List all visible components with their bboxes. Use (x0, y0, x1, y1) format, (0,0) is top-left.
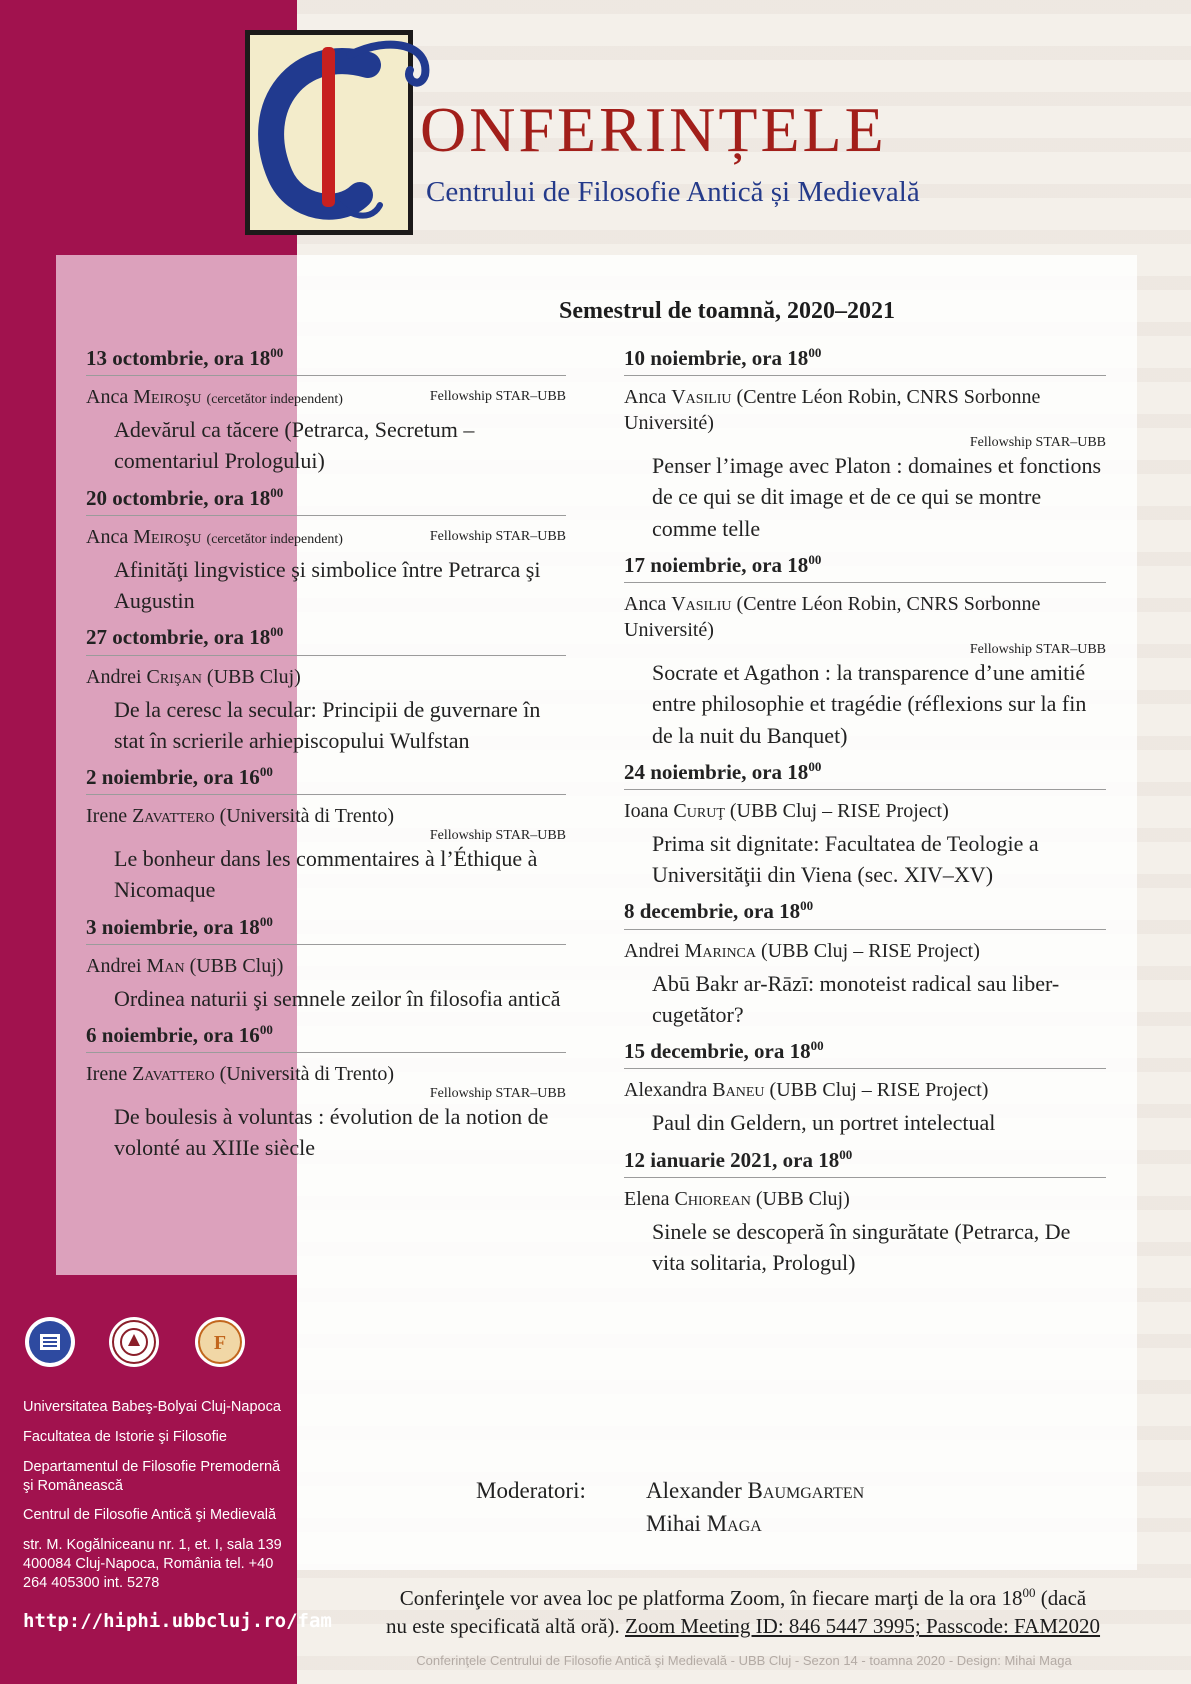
website-link[interactable]: http://hiphi.ubbcluj.ro/fam (23, 1610, 332, 1632)
event-date: 24 noiembrie, ora $18^{00}$ (624, 759, 1106, 790)
event-speaker: Ioana Curuţ (UBB Cluj – RISE Project) (624, 799, 949, 822)
event-talk-title: De boulesis à voluntas : évolution de la notion de volonté au XIIIe siècle (114, 1104, 549, 1161)
event-entry (86, 345, 566, 477)
fellowship-label: Fellowship STAR–UBB (429, 827, 566, 843)
event-talk-title: Sinele se descoperă în singurătate (Petrarca, De vita solitaria, Prologul) (652, 1218, 1071, 1275)
event-speaker: Andrei Marinca (UBB Cluj – RISE Project) (624, 939, 980, 962)
event-speaker: Elena Chiorean (UBB Cluj) (624, 1187, 850, 1210)
speaker-surname: Vasiliu (671, 386, 732, 409)
event-date: 10 noiembrie, ora $18^{00}$ (624, 345, 1106, 376)
event-talk-title: Ordinea naturii şi semnele zeilor în filosofia antică (114, 985, 561, 1011)
zoom-note-text: Conferinţele vor avea loc pe platforma Zoom, în fiecare marţi de la ora 18 (399, 1586, 1023, 1610)
event-talk-title: Adevărul ca tăcere (Petrarca, Secretum – comentariul Prologului) (114, 417, 475, 474)
event-speaker: Anca Vasiliu (Centre Léon Robin, CNRS Sorbonne Université) Fellowship STAR–UBB (624, 591, 1106, 653)
speaker-affiliation: (Università di Trento) (219, 1063, 395, 1086)
speaker-surname: Curuţ (673, 799, 725, 822)
event-entry (624, 345, 1106, 544)
event-date: 20 octombrie, ora $18^{00}$ (86, 485, 566, 516)
event-speaker: Andrei Man (UBB Cluj) (86, 954, 284, 977)
zoom-meeting-link[interactable]: Zoom Meeting ID: 846 5447 3995; Passcode: FAM2020 (625, 1614, 1101, 1639)
speaker-surname: Chiorean (674, 1187, 751, 1210)
zoom-note (313, 1584, 1173, 1641)
institution-line: Facultatea de Istorie şi Filosofie (23, 1428, 227, 1445)
event-talk-title: Prima sit dignitate: Facultatea de Teologie a Universităţii din Viena (sec. XIV–XV) (652, 830, 1039, 888)
speaker-surname: Man (146, 954, 185, 977)
speaker-surname: Marinca (684, 939, 756, 962)
moderator-surname: Maga (706, 1511, 762, 1537)
speaker-affiliation: (Università di Trento) (219, 805, 395, 828)
speaker-surname: Zavattero (132, 1063, 215, 1086)
event-date-sup: 00 (808, 345, 822, 360)
fellowship-label: Fellowship STAR–UBB (429, 528, 566, 544)
event-date-sup: 00 (808, 551, 822, 567)
event-date-sup: 00 (270, 484, 284, 500)
speaker-affiliation: (UBB Cluj – RISE Project) (761, 939, 980, 962)
institution-line: Universitatea Babeş-Bolyai Cluj-Napoca (23, 1399, 281, 1415)
event-speaker: Anca Meiroşu (cercetător independent) Fellowship STAR–UBB (86, 386, 566, 409)
event-date: 27 octombrie, ora $18^{00}$ (86, 624, 566, 655)
event-talk-title: Paul din Geldern, un portret intelectual (652, 1110, 996, 1136)
speaker-surname: Meiroşu (133, 386, 202, 409)
moderator-name: Alexander Baumgarten (646, 1478, 865, 1503)
event-date-sup: 00 (839, 1146, 853, 1162)
event-entry (624, 759, 1106, 891)
event-date: 17 noiembrie, ora $18^{00}$ (624, 552, 1106, 583)
speaker-affiliation: (Centre Léon Robin, CNRS Sorbonne Université) (624, 386, 1041, 435)
moderator-name: Mihai Maga (646, 1511, 762, 1537)
zoom-note-sup: 00 (1022, 1585, 1036, 1600)
event-date-sup: 00 (270, 624, 284, 640)
event-entry (86, 624, 566, 756)
event-date: 6 noiembrie, ora $16^{00}$ (86, 1022, 566, 1053)
event-talk-title: Socrate et Agathon : la transparence d’une amitié entre philosophie et tragédie (réflexions sur la fin de la nuit du Banquet) (652, 660, 1087, 748)
speaker-affiliation: (UBB Cluj – RISE Project) (769, 1079, 989, 1102)
event-date-sup: 00 (259, 763, 273, 779)
speaker-surname: Meiroşu (133, 525, 202, 548)
faculty-seal-icon (108, 1316, 160, 1368)
moderator-surname: Baumgarten (747, 1478, 865, 1503)
event-date-sup: 00 (800, 898, 814, 914)
event-talk-title: De la ceresc la secular: Principii de guvernare în stat în scrierile arhiepiscopului Wulfstan (114, 696, 541, 753)
svg-text:F: F (213, 1332, 227, 1354)
initial-c-logo-icon (240, 25, 450, 240)
event-entry (86, 764, 566, 906)
speaker-affiliation: (cercetător independent) (206, 392, 343, 408)
event-speaker: Anca Vasiliu (Centre Léon Robin, CNRS Sorbonne Université) Fellowship STAR–UBB (624, 384, 1106, 446)
fellowship-label: Fellowship STAR–UBB (969, 641, 1106, 657)
fellowship-label: Fellowship STAR–UBB (429, 1086, 566, 1102)
event-speaker: Anca Meiroşu (cercetător independent) Fellowship STAR–UBB (86, 525, 566, 548)
event-entry (624, 552, 1106, 751)
institution-line: str. M. Kogălniceanu nr. 1, et. I, sala 139 400084 Cluj-Napoca, România tel. +40 264 405300 int. 5278 (23, 1537, 282, 1591)
ubb-seal-icon (24, 1316, 76, 1368)
event-date: 3 noiembrie, ora $18^{00}$ (86, 914, 566, 945)
institution-info (23, 1398, 293, 1604)
fellowship-label: Fellowship STAR–UBB (969, 435, 1106, 450)
schedule-column-left (86, 345, 566, 1172)
event-date-sup: 00 (810, 1038, 824, 1054)
event-entry (624, 1147, 1106, 1279)
schedule-column-right (624, 345, 1106, 1286)
event-date: 15 decembrie, ora $18^{00}$ (624, 1038, 1106, 1069)
speaker-surname: Crişan (146, 665, 202, 688)
design-credits: Conferinţele Centrului de Filosofie Antică şi Medievală - UBB Cluj - Sezon 14 - toamna 2020 - Design: Mihai Maga (416, 1653, 1072, 1668)
event-entry (86, 914, 566, 1014)
event-date: 8 decembrie, ora $18^{00}$ (624, 898, 1106, 929)
speaker-affiliation: (UBB Cluj – RISE Project) (729, 799, 949, 822)
speaker-affiliation: (UBB Cluj) (755, 1187, 850, 1210)
speaker-affiliation: (Centre Léon Robin, CNRS Sorbonne Université) (624, 593, 1041, 642)
speaker-affiliation: (cercetător independent) (206, 531, 343, 547)
speaker-surname: Baneu (712, 1079, 765, 1102)
event-talk-title: Abū Bakr ar-Rāzī: monoteist radical sau liber-cugetător? (652, 970, 1060, 1027)
speaker-surname: Zavattero (132, 805, 215, 828)
fellowship-label: Fellowship STAR–UBB (429, 389, 566, 405)
event-talk-title: Afinităţi lingvistice şi simbolice între Petrarca şi Augustin (114, 556, 541, 614)
semester-heading: Semestrul de toamnă, 2020–2021 (559, 298, 895, 324)
centre-seal-icon (194, 1316, 246, 1368)
event-talk-title: Le bonheur dans les commentaires à l’Éthique à Nicomaque (114, 846, 538, 903)
event-date-sup: 00 (808, 758, 822, 774)
moderators-label: Moderatori: (476, 1478, 586, 1503)
event-date-sup: 00 (259, 913, 273, 929)
event-entry (624, 898, 1106, 1030)
event-date-sup: 00 (259, 1022, 273, 1038)
speaker-affiliation: (UBB Cluj) (206, 665, 301, 688)
event-date: 2 noiembrie, ora $16^{00}$ (86, 764, 566, 795)
page-title: ONFERINȚELE (420, 94, 887, 165)
event-date: 12 ianuarie 2021, ora $18^{00}$ (624, 1147, 1106, 1178)
page-subtitle: Centrului de Filosofie Antică și Medievală (426, 176, 920, 208)
event-date: 13 octombrie, ora $18^{00}$ (86, 345, 566, 376)
zoom-note-text-end: (dacă (1035, 1586, 1087, 1610)
event-entry (86, 485, 566, 617)
speaker-affiliation: (UBB Cluj) (189, 954, 284, 977)
event-entry (86, 1022, 566, 1164)
speaker-surname: Vasiliu (671, 593, 732, 616)
zoom-note-text-2: nu este specificată altă oră). (385, 1614, 626, 1639)
event-speaker: Irene Zavattero (Università di Trento) Fellowship STAR–UBB (86, 803, 566, 839)
institution-line: Centrul de Filosofie Antică şi Medievală (23, 1507, 277, 1524)
event-entry (624, 1038, 1106, 1138)
event-speaker: Alexandra Baneu (UBB Cluj – RISE Project) (624, 1079, 989, 1102)
event-speaker: Irene Zavattero (Università di Trento) Fellowship STAR–UBB (86, 1061, 566, 1097)
moderator-names (646, 1474, 864, 1541)
event-date-sup: 00 (270, 345, 284, 360)
institution-line: Departamentul de Filosofie Premodernă şi Românească (23, 1458, 281, 1494)
event-speaker: Andrei Crişan (UBB Cluj) (86, 665, 301, 688)
event-talk-title: Penser l’image avec Platon : domaines et fonctions de ce qui se dit image et de ce qui se montre comme telle (652, 453, 1102, 541)
